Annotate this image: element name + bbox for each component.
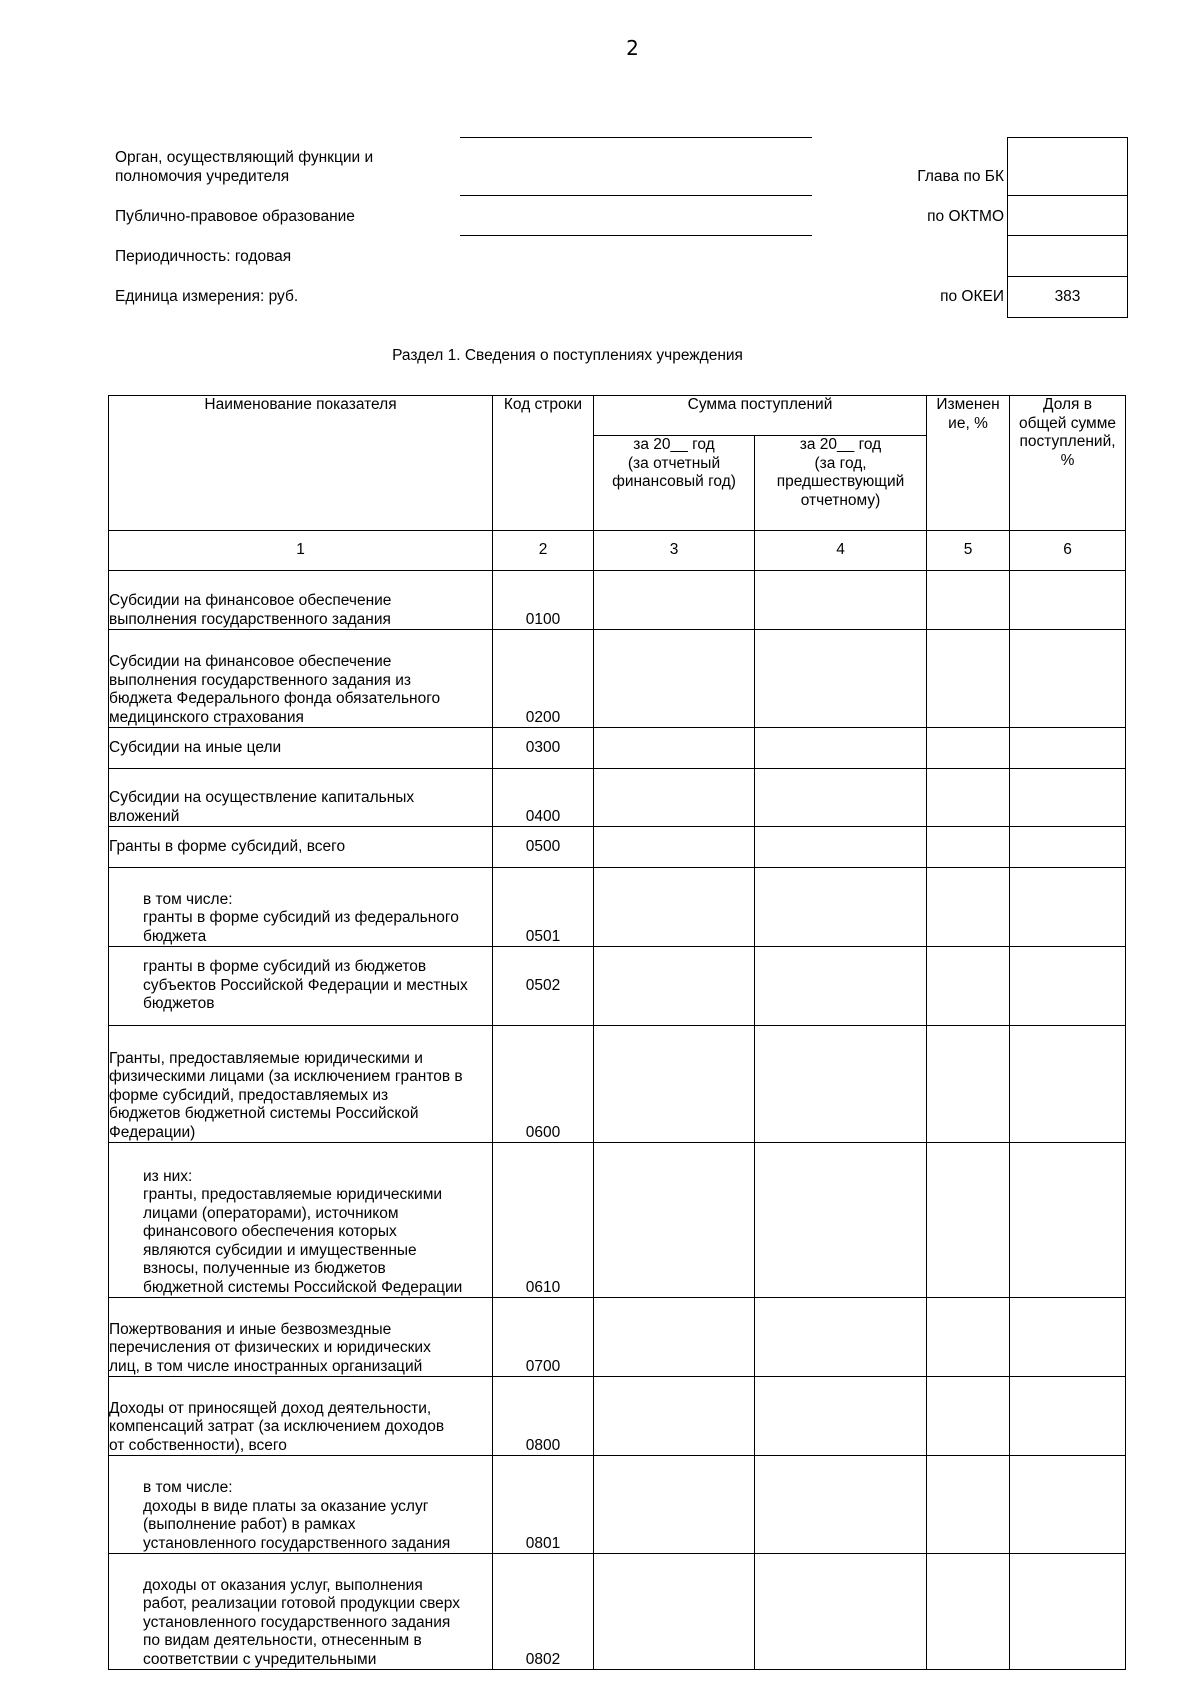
table-body xyxy=(109,571,1126,1670)
column-number: 2 xyxy=(493,531,594,571)
share-percent-cell[interactable] xyxy=(1010,769,1126,827)
indicator-name-line: гранты в форме субсидий из федерального xyxy=(143,909,459,926)
periodicity-label: Периодичность: годовая xyxy=(115,248,292,265)
indicator-name-line: гранты, предоставляемые юридическими xyxy=(143,1186,443,1203)
sum-previous-cell[interactable] xyxy=(755,1298,927,1377)
founder-label-line-2: полномочия учредителя xyxy=(115,168,290,185)
change-percent-cell[interactable] xyxy=(927,868,1010,947)
table-row xyxy=(109,1143,1126,1298)
indicator-name-line: бюджетов xyxy=(143,995,215,1013)
indicator-name-line: бюджетной системы Российской Федерации xyxy=(143,1278,463,1296)
indicator-name-line: бюджета xyxy=(143,927,207,945)
sum-previous-cell[interactable] xyxy=(755,1554,927,1670)
column-number: 5 xyxy=(927,531,1010,571)
header-sum-previous-line-2: (за год, xyxy=(814,454,867,472)
sum-previous-cell[interactable] xyxy=(755,1143,927,1298)
row-code: 0400 xyxy=(493,769,594,827)
share-percent-cell[interactable] xyxy=(1010,728,1126,769)
table-row xyxy=(109,630,1126,728)
header-change xyxy=(927,396,1010,531)
share-percent-cell[interactable] xyxy=(1010,630,1126,728)
row-code: 0300 xyxy=(493,728,594,769)
sum-previous-cell[interactable] xyxy=(755,1377,927,1456)
change-percent-cell[interactable] xyxy=(927,947,1010,1026)
indicator-name-line: бюджетов бюджетной системы Российской xyxy=(109,1105,419,1122)
row-code: 0610 xyxy=(493,1143,594,1298)
header-sum-current-line-2: (за отчетный xyxy=(627,454,721,472)
header-sum-previous-line-1: за 20__ год xyxy=(799,436,882,453)
indicator-name-line: из них: xyxy=(143,1167,193,1185)
sum-current-cell[interactable] xyxy=(594,827,755,868)
bk-code-box[interactable] xyxy=(1007,137,1128,196)
indicator-name-line: выполнения государственного задания xyxy=(109,610,391,628)
row-code: 0200 xyxy=(493,630,594,728)
indicator-name-line: установленного государственного задания xyxy=(143,1613,451,1631)
change-percent-cell[interactable] xyxy=(927,728,1010,769)
indicator-name xyxy=(109,1143,493,1298)
sum-previous-cell[interactable] xyxy=(755,1456,927,1554)
table-row xyxy=(109,1377,1126,1456)
indicator-name-line: вложений xyxy=(109,807,180,825)
indicator-name xyxy=(109,571,493,630)
header-change-line-1: Изменен xyxy=(936,396,1000,413)
share-percent-cell[interactable] xyxy=(1010,868,1126,947)
indicator-name-line: Субсидии на финансовое обеспечение xyxy=(109,653,392,670)
column-number: 3 xyxy=(594,531,755,571)
okei-label: по ОКЕИ xyxy=(940,288,1004,305)
sum-previous-cell[interactable] xyxy=(755,868,927,947)
share-percent-cell[interactable] xyxy=(1010,1298,1126,1377)
sum-previous-cell[interactable] xyxy=(755,728,927,769)
table-row xyxy=(109,1554,1126,1670)
indicator-name xyxy=(109,728,493,769)
indicator-name-line: от собственности), всего xyxy=(109,1436,287,1454)
row-code: 0800 xyxy=(493,1377,594,1456)
column-number: 6 xyxy=(1010,531,1126,571)
sum-previous-cell[interactable] xyxy=(755,630,927,728)
share-percent-cell[interactable] xyxy=(1010,947,1126,1026)
column-number: 1 xyxy=(109,531,493,571)
sum-previous-cell[interactable] xyxy=(755,947,927,1026)
founder-blank-line-top xyxy=(460,137,812,138)
header-sum-current xyxy=(594,436,755,531)
column-number-row xyxy=(109,531,1126,571)
indicator-name xyxy=(109,1456,493,1554)
header-share xyxy=(1010,396,1126,531)
row-code: 0801 xyxy=(493,1456,594,1554)
indicator-name-line: соответствии с учредительными xyxy=(143,1650,377,1668)
indicator-name-line: работ, реализации готовой продукции сверх xyxy=(143,1595,460,1612)
share-percent-cell[interactable] xyxy=(1010,571,1126,630)
indicator-name-line: в том числе: xyxy=(143,890,233,908)
indicator-name-line: доходы от оказания услуг, выполнения xyxy=(143,1576,423,1594)
share-percent-cell[interactable] xyxy=(1010,1456,1126,1554)
founder-label-line-1: Орган, осуществляющий функции и xyxy=(115,149,374,166)
indicator-name-line: Субсидии на иные цели xyxy=(109,738,282,756)
indicator-name-line: лицами (операторами), источником xyxy=(143,1204,399,1222)
indicator-name xyxy=(109,1298,493,1377)
oktmo-label: по ОКТМО xyxy=(927,208,1004,225)
table-row xyxy=(109,947,1126,1026)
row-code: 0500 xyxy=(493,827,594,868)
change-percent-cell[interactable] xyxy=(927,571,1010,630)
change-percent-cell[interactable] xyxy=(927,1143,1010,1298)
header-sum-current-line-1: за 20__ год xyxy=(633,436,715,453)
indicator-name-line: перечисления от физических и юридических xyxy=(109,1339,431,1356)
indicator-name-line: финансового обеспечения которых xyxy=(143,1223,397,1240)
indicator-name-line: форме субсидий, предоставляемых из xyxy=(109,1086,389,1104)
indicator-name xyxy=(109,868,493,947)
periodicity-code-box[interactable] xyxy=(1007,235,1128,277)
indicator-name-line: бюджета Федерального фонда обязательного xyxy=(109,690,441,707)
row-code: 0100 xyxy=(493,571,594,630)
sum-current-cell[interactable] xyxy=(594,728,755,769)
indicator-name xyxy=(109,947,493,1026)
sum-current-cell[interactable] xyxy=(594,1026,755,1143)
indicator-name-line: взносы, полученные из бюджетов xyxy=(143,1260,386,1277)
sum-current-cell[interactable] xyxy=(594,1377,755,1456)
column-number: 4 xyxy=(755,531,927,571)
indicator-name-line: по видам деятельности, отнесенным в xyxy=(143,1632,422,1649)
indicator-name-line: Доходы от приносящей доход деятельности, xyxy=(109,1399,432,1417)
indicator-name-line: выполнения государственного задания из xyxy=(109,671,411,689)
indicator-name xyxy=(109,1554,493,1670)
founder-blank-line xyxy=(460,195,812,196)
table-row xyxy=(109,827,1126,868)
sum-previous-cell[interactable] xyxy=(755,769,927,827)
row-code: 0502 xyxy=(493,947,594,1026)
sum-previous-cell[interactable] xyxy=(755,571,927,630)
table-row xyxy=(109,1026,1126,1143)
indicator-name-line: гранты в форме субсидий из бюджетов xyxy=(143,958,427,976)
receipts-table xyxy=(108,395,1126,1670)
change-percent-cell[interactable] xyxy=(927,1554,1010,1670)
indicator-name xyxy=(109,1377,493,1456)
indicator-name xyxy=(109,630,493,728)
founder-label xyxy=(115,148,373,186)
indicator-name-line: физическими лицами (за исключением грантов в xyxy=(109,1068,463,1085)
share-percent-cell[interactable] xyxy=(1010,1377,1126,1456)
entity-blank-line xyxy=(460,235,812,236)
table-row xyxy=(109,1456,1126,1554)
row-code: 0501 xyxy=(493,868,594,947)
change-percent-cell[interactable] xyxy=(927,1298,1010,1377)
change-percent-cell[interactable] xyxy=(927,630,1010,728)
indicator-name xyxy=(109,1026,493,1143)
indicator-name-line: Гранты, предоставляемые юридическими и xyxy=(109,1049,423,1067)
indicator-name-line: Федерации) xyxy=(109,1123,196,1141)
indicator-name xyxy=(109,769,493,827)
sum-current-cell[interactable] xyxy=(594,1143,755,1298)
share-percent-cell[interactable] xyxy=(1010,1143,1126,1298)
row-code: 0600 xyxy=(493,1026,594,1143)
indicator-name-line: Пожертвования и иные безвозмездные xyxy=(109,1320,392,1338)
indicator-name-line: (выполнение работ) в рамках xyxy=(143,1516,356,1533)
indicator-name-line: Субсидии на финансовое обеспечение xyxy=(109,592,392,609)
table-row xyxy=(109,728,1126,769)
entity-label: Публично-правовое образование xyxy=(115,208,355,225)
sum-current-cell[interactable] xyxy=(594,868,755,947)
header-sum-current-line-3: финансовый год) xyxy=(612,473,736,490)
sum-current-cell[interactable] xyxy=(594,1554,755,1670)
header-share-line-4: % xyxy=(1060,451,1075,469)
share-percent-cell[interactable] xyxy=(1010,827,1126,868)
header-sum-previous-line-3: предшествующий xyxy=(776,473,905,490)
header-share-line-1: Доля в xyxy=(1043,396,1092,413)
indicator-name-line: в том числе: xyxy=(143,1479,233,1496)
row-code: 0802 xyxy=(493,1554,594,1670)
oktmo-code-box[interactable] xyxy=(1007,195,1128,236)
indicator-name xyxy=(109,827,493,868)
header-sum-previous-line-4: отчетному) xyxy=(800,491,881,509)
sum-current-cell[interactable] xyxy=(594,571,755,630)
table-row xyxy=(109,571,1126,630)
share-percent-cell[interactable] xyxy=(1010,1026,1126,1143)
page-number: 2 xyxy=(626,36,639,60)
header-sum: Сумма поступлений xyxy=(594,396,927,436)
unit-label: Единица измерения: руб. xyxy=(115,288,299,305)
indicator-name-line: субъектов Российской Федерации и местных xyxy=(143,976,468,994)
sum-previous-cell[interactable] xyxy=(755,827,927,868)
indicator-name-line: Гранты в форме субсидий, всего xyxy=(109,837,346,855)
section-title: Раздел 1. Сведения о поступлениях учреждения xyxy=(392,347,743,364)
change-percent-cell[interactable] xyxy=(927,1377,1010,1456)
sum-current-cell[interactable] xyxy=(594,769,755,827)
sum-current-cell[interactable] xyxy=(594,1456,755,1554)
header-change-line-2: ие, % xyxy=(948,414,988,432)
indicator-name-line: компенсаций затрат (за исключением доходов xyxy=(109,1418,445,1435)
header-sum-previous xyxy=(755,436,927,531)
indicator-name-line: лиц, в том числе иностранных организаций xyxy=(109,1357,423,1375)
row-code: 0700 xyxy=(493,1298,594,1377)
sum-current-cell[interactable] xyxy=(594,630,755,728)
sum-current-cell[interactable] xyxy=(594,1298,755,1377)
indicator-name-line: установленного государственного задания xyxy=(143,1534,451,1552)
table-row xyxy=(109,769,1126,827)
header-name: Наименование показателя xyxy=(109,396,493,531)
sum-previous-cell[interactable] xyxy=(755,1026,927,1143)
table-row xyxy=(109,868,1126,947)
table-row xyxy=(109,1298,1126,1377)
share-percent-cell[interactable] xyxy=(1010,1554,1126,1670)
indicator-name-line: доходы в виде платы за оказание услуг xyxy=(143,1497,429,1515)
indicator-name-line: медицинского страхования xyxy=(109,708,304,726)
indicator-name-line: являются субсидии и имущественные xyxy=(143,1241,417,1259)
change-percent-cell[interactable] xyxy=(927,827,1010,868)
change-percent-cell[interactable] xyxy=(927,1026,1010,1143)
sum-current-cell[interactable] xyxy=(594,947,755,1026)
header-share-line-2: общей сумме xyxy=(1019,414,1116,432)
okei-value: 383 xyxy=(1054,288,1081,305)
indicator-name-line: Субсидии на осуществление капитальных xyxy=(109,789,415,806)
change-percent-cell[interactable] xyxy=(927,1456,1010,1554)
change-percent-cell[interactable] xyxy=(927,769,1010,827)
bk-label: Глава по БК xyxy=(917,168,1004,185)
header-code: Код строки xyxy=(493,396,594,531)
header-share-line-3: поступлений, xyxy=(1019,433,1116,450)
okei-code-box[interactable] xyxy=(1007,276,1128,318)
